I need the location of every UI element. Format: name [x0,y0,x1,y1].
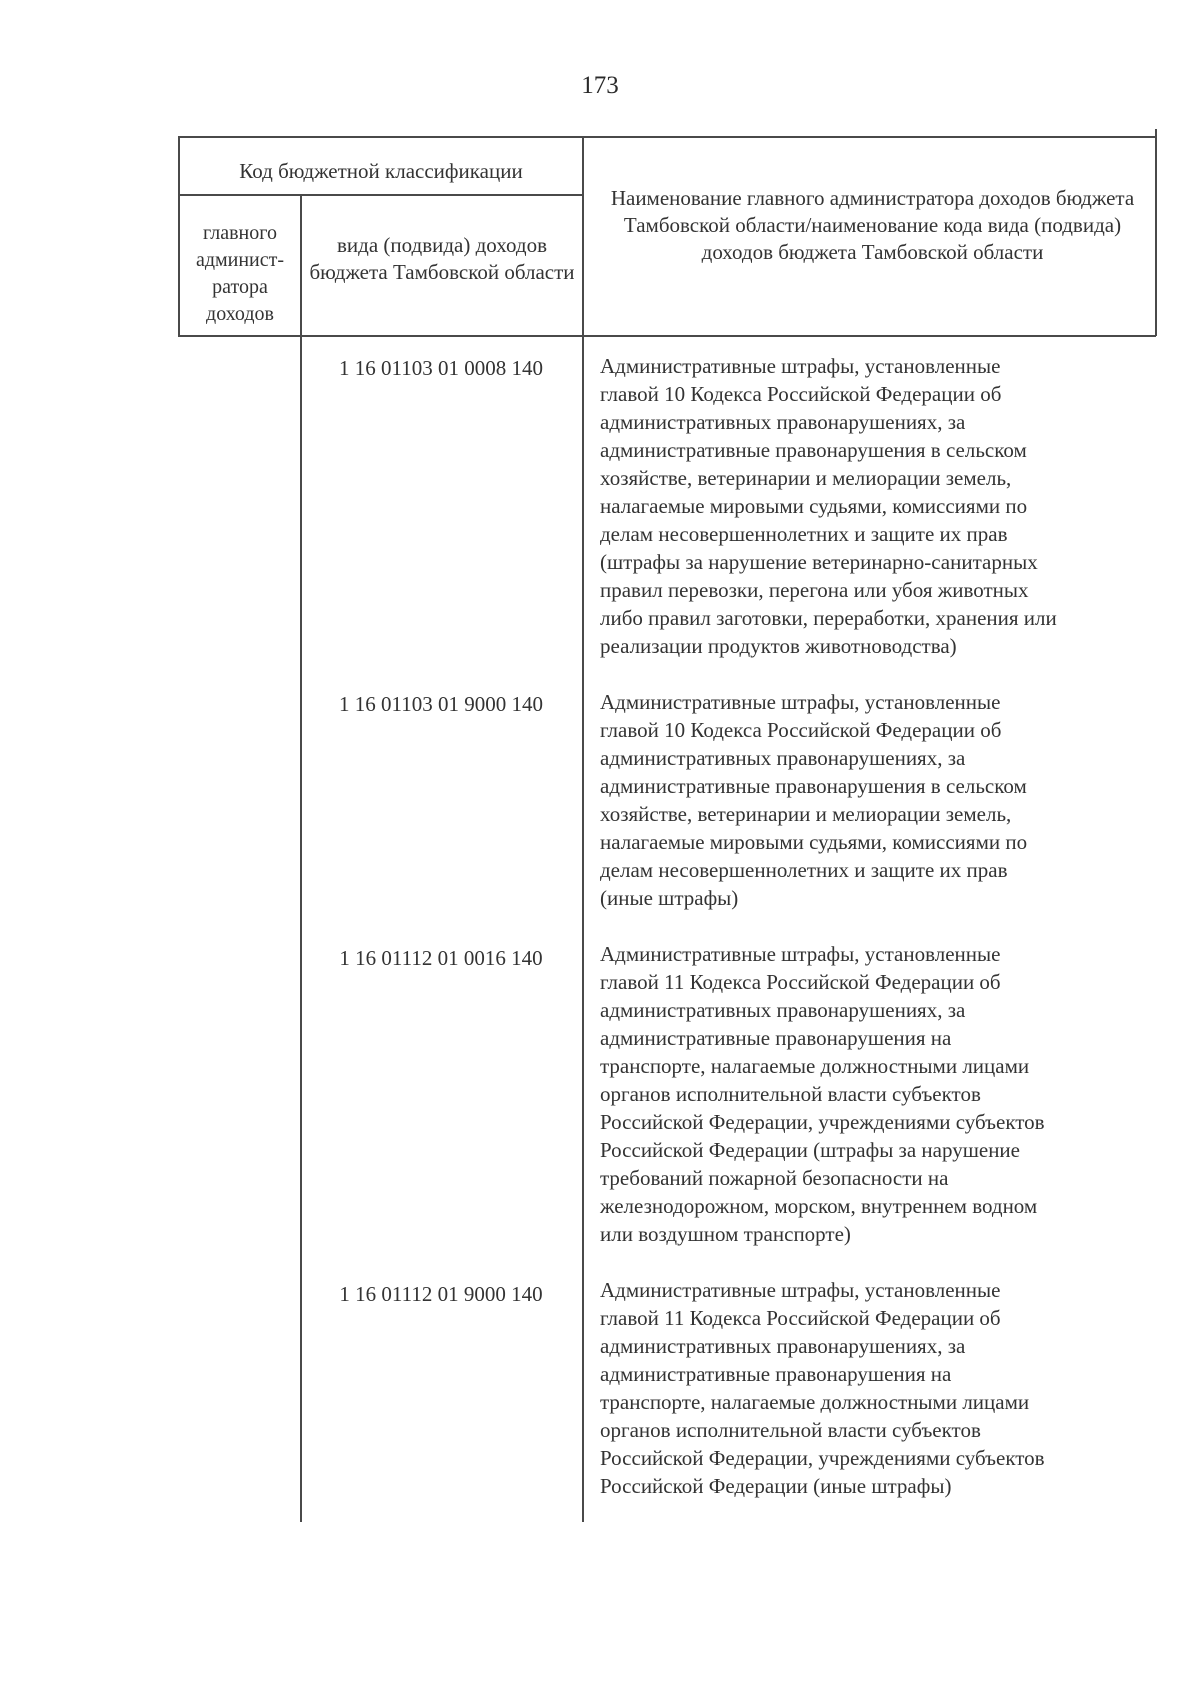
table-right-border [1155,129,1157,336]
table-row-code: 1 16 01112 01 0016 140 [339,946,543,970]
table-row-name: Административные штрафы, установленные главой 10 Кодекса Российской Федерации об административных правонарушениях, за административные правонарушения в сельском хозяйстве, ветеринарии и мелиорации земель, налагаемые мировыми судьями, комиссиями по делам несовершеннолетних и защите их прав (иные штрафы) [600,690,1028,910]
table-row-name: Административные штрафы, установленные главой 10 Кодекса Российской Федерации об административных правонарушениях, за административные правонарушения в сельском хозяйстве, ветеринарии и мелиорации земель, налагаемые мировыми судьями, комиссиями по делам несовершеннолетних и защите их прав (штрафы за нарушение ветеринарно-санитарных правил перевозки, перегона или убоя животных либо правил заготовки, переработки, хранения или реализации продуктов животноводства) [600,354,1057,658]
header-col-admin: главного админист-ратора доходов [195,222,285,325]
header-col-code: вида (подвида) доходов бюджета Тамбовской области [309,233,575,284]
header-group-title: Код бюджетной классификации [239,159,523,183]
table-row-code: 1 16 01112 01 9000 140 [339,1282,543,1306]
page-number: 173 [581,72,619,99]
table-row-name: Административные штрафы, установленные главой 11 Кодекса Российской Федерации об административных правонарушениях, за административные правонарушения на транспорте, налагаемые должностными лицами органов исполнительной власти субъектов Российской Федерации, учреждениями субъектов Российской Федерации (иные штрафы) [600,1278,1045,1498]
column-divider-admin-code [300,194,302,1522]
table-top-border [178,136,1156,138]
header-col-name: Наименование главного администратора доходов бюджета Тамбовской области/наименование кода вида (подвида) доходов бюджета Тамбовской области [610,186,1135,264]
table-row-name: Административные штрафы, установленные главой 11 Кодекса Российской Федерации об административных правонарушениях, за административные правонарушения на транспорте, налагаемые должностными лицами органов исполнительной власти субъектов Российской Федерации, учреждениями субъектов Российской Федерации (штрафы за нарушение требований пожарной безопасности на железнодорожном, морском, внутреннем водном или воздушном транспорте) [600,942,1045,1246]
column-divider-code-name [582,136,584,1522]
header-group-divider [178,194,582,196]
table-row-code: 1 16 01103 01 9000 140 [339,692,543,716]
header-bottom-border [178,335,1156,337]
table-row-code: 1 16 01103 01 0008 140 [339,356,543,380]
